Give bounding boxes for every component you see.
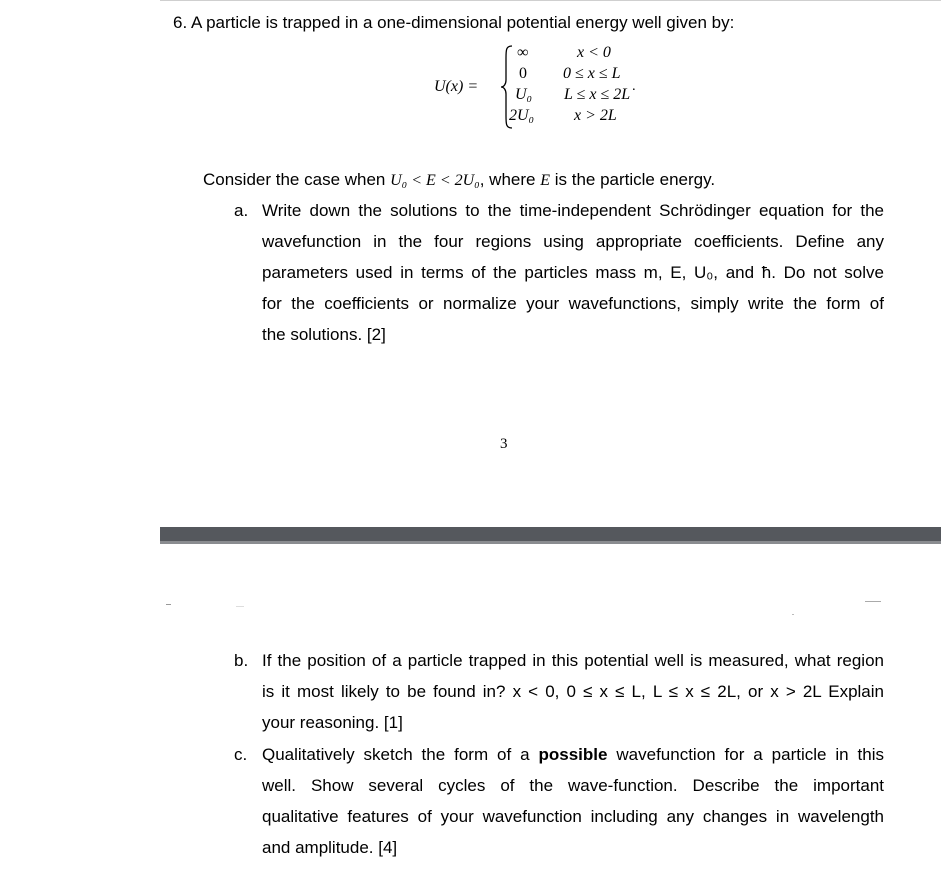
condition-region-1: x < 0 [577, 44, 611, 61]
value-zero: 0 [519, 65, 527, 82]
part-a-line-3: parameters used in terms of the particles mass m, E, U₀, and ħ. Do not solve [262, 263, 884, 282]
condition-region-4: x > 2L [574, 107, 617, 124]
page-separator [160, 527, 941, 541]
part-a-line-1: Write down the solutions to the time-independent Schrödinger equation for the [262, 201, 884, 220]
page-number: 3 [500, 436, 508, 452]
page-top-border [160, 0, 941, 1]
value-u0: U₀ [515, 86, 533, 103]
condition-region-3: L ≤ x ≤ 2L˙ [564, 86, 636, 103]
condition-region-2: 0 ≤ x ≤ L [563, 65, 621, 82]
consider-pre: Consider the case when [203, 170, 386, 189]
scan-mark-mid [236, 606, 244, 607]
part-a-label: a. [234, 201, 249, 220]
scan-mark-right [865, 601, 881, 602]
part-c-line-4: and amplitude. [4] [262, 838, 398, 857]
part-c-line-2: well. Show several cycles of the wave-function. Describe the important [262, 776, 884, 795]
question-title: 6. A particle is trapped in a one-dimensional potential energy well given by: [173, 13, 735, 32]
consider-statement [203, 170, 715, 190]
part-a-line-5: the solutions. [2] [262, 325, 386, 344]
part-c-line-3: qualitative features of your wavefunction including any changes in wavelength [262, 807, 884, 826]
value-infinity: ∞ [517, 44, 529, 61]
scan-mark-dot [792, 614, 794, 615]
energy-var: E [540, 172, 550, 189]
part-c-line-1-post: wavefunction for a particle in this [616, 745, 884, 764]
consider-mid: , where [479, 170, 536, 189]
part-b-line-3: your reasoning. [1] [262, 713, 403, 732]
equation-lhs: U(x) = [434, 78, 479, 95]
part-b-line-2: is it most likely to be found in? x < 0, 0 ≤ x ≤ L, L ≤ x ≤ 2L, or x > 2L Explain [262, 682, 884, 701]
part-a-line-2: wavefunction in the four regions using appropriate coefficients. Define any [262, 232, 884, 251]
value-2u0: 2U₀ [509, 107, 535, 124]
page-separator-shadow [160, 541, 941, 544]
part-c-line-1 [262, 745, 884, 765]
part-b-line-1: If the position of a particle trapped in this potential well is measured, what region [262, 651, 884, 670]
part-c-label: c. [234, 745, 248, 764]
part-c-possible: possible [538, 745, 608, 764]
consider-post: is the particle energy. [554, 170, 716, 189]
part-c-line-1-pre: Qualitatively sketch the form of a [262, 745, 530, 764]
energy-range: U₀ < E < 2U₀ [390, 172, 480, 189]
part-b-label: b. [234, 651, 249, 670]
scan-mark-left [166, 604, 171, 605]
part-a-line-4: for the coefficients or normalize your wavefunctions, simply write the form of [262, 294, 884, 313]
